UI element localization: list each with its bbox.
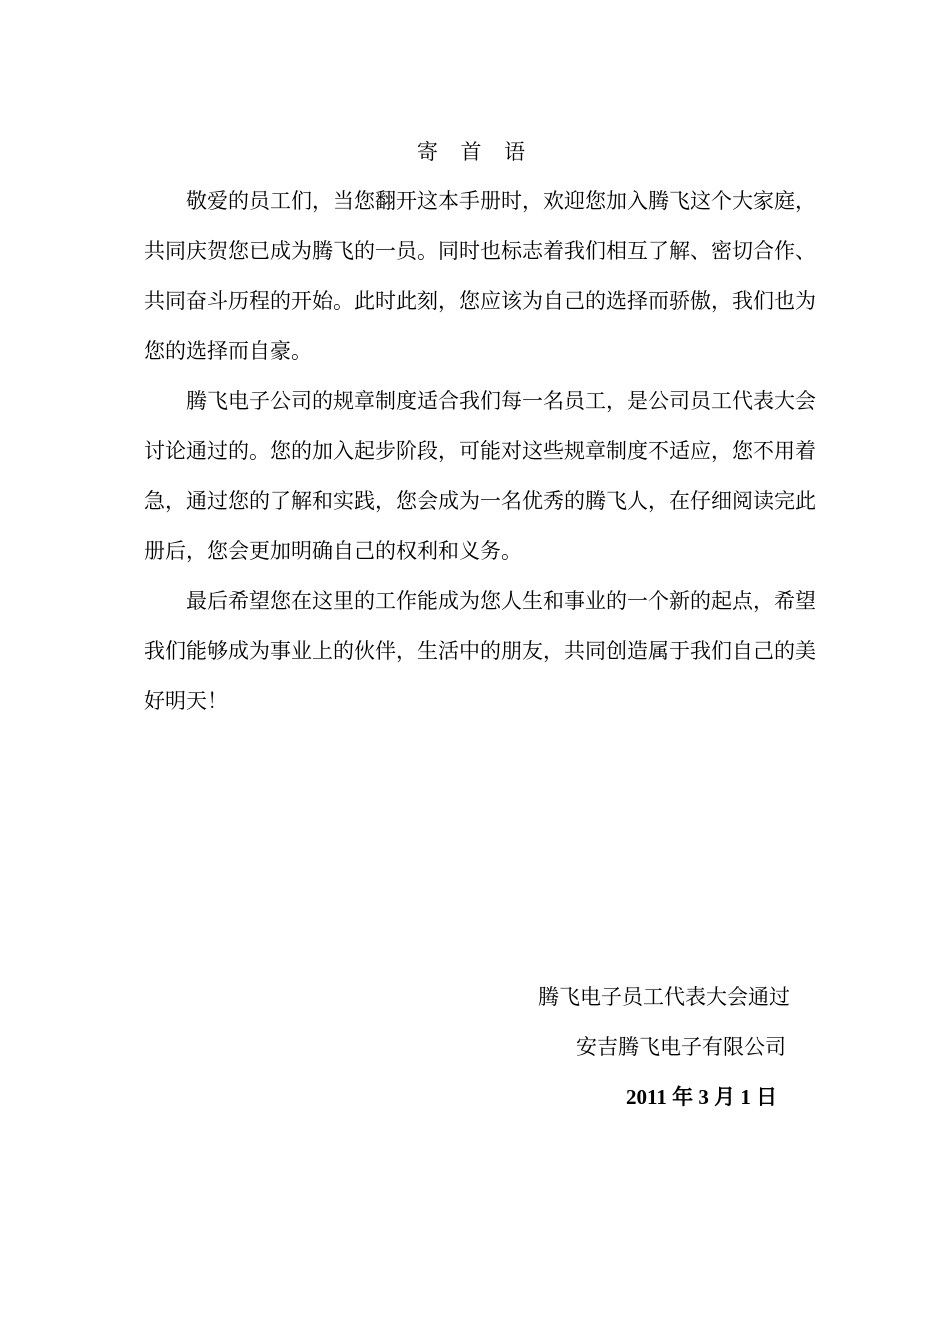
signature-assembly: 腾飞电子员工代表大会通过 [538, 985, 790, 1009]
document-title: 寄 首 语 [416, 140, 534, 164]
paragraph-closing: 最后希望您在这里的工作能成为您人生和事业的一个新的起点，希望我们能够成为事业上的伙伴，生活中的朋友，共同创造属于我们自己的美好明天！ [144, 589, 816, 713]
document-body [144, 176, 816, 726]
signature-date: 2011 年 3 月 1 日 [626, 1085, 778, 1109]
paragraph-welcome: 敬爱的员工们，当您翻开这本手册时，欢迎您加入腾飞这个大家庭，共同庆贺您已成为腾飞的一员。同时也标志着我们相互了解、密切合作、共同奋斗历程的开始。此时此刻，您应该为自己的选择而骄傲，我们也为您的选择而自豪。 [144, 189, 816, 363]
signature-company: 安吉腾飞电子有限公司 [576, 1035, 786, 1059]
paragraph-rules: 腾飞电子公司的规章制度适合我们每一名员工，是公司员工代表大会讨论通过的。您的加入起步阶段，可能对这些规章制度不适应，您不用着急，通过您的了解和实践，您会成为一名优秀的腾飞人，在仔细阅读完此册后，您会更加明确自己的权利和义务。 [144, 389, 816, 563]
